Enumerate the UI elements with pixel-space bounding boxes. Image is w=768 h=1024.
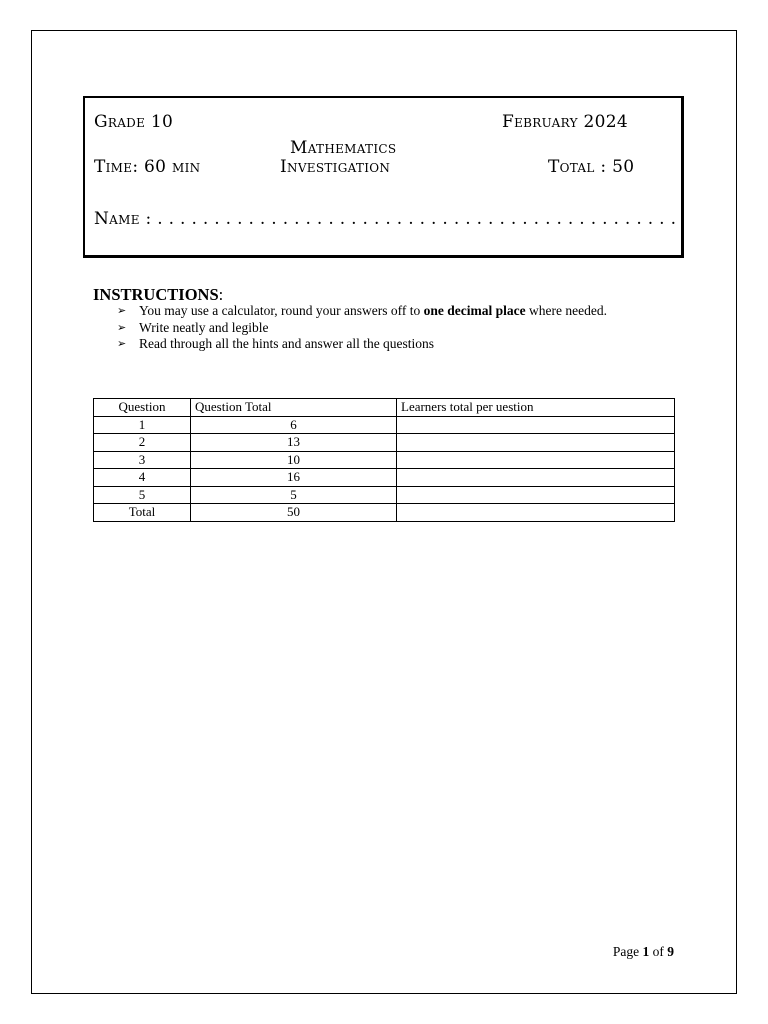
question-cell: 4 [94, 469, 191, 487]
question-cell: 5 [94, 486, 191, 504]
learner-grand-total-cell[interactable] [397, 504, 675, 522]
time-label: Time: 60 min [94, 157, 201, 177]
column-header: Question [94, 399, 191, 417]
arrow-bullet-icon: ➢ [117, 305, 127, 317]
question-total-cell: 6 [191, 416, 397, 434]
learner-total-cell[interactable] [397, 434, 675, 452]
table-row [94, 451, 675, 469]
grade-label: Grade 10 [94, 112, 174, 132]
total-label-cell: Total [94, 504, 191, 522]
paper-type-label: Investigation [280, 157, 391, 177]
table-header-row [94, 399, 675, 417]
subject-label: Mathematics [290, 138, 397, 158]
question-total-cell: 10 [191, 451, 397, 469]
question-total-cell: 16 [191, 469, 397, 487]
learner-total-cell[interactable] [397, 486, 675, 504]
name-field[interactable]: Name : . . . . . . . . . . . . . . . . . . . . . . . . . . . . . . . . . . . . . . . . . . . . . . [94, 209, 677, 229]
column-header: Learners total per uestion [397, 399, 675, 417]
instruction-item: ➢ Read through all the hints and answer all the questions [117, 336, 435, 351]
arrow-bullet-icon: ➢ [117, 321, 127, 334]
question-cell: 1 [94, 416, 191, 434]
instructions-list [117, 303, 647, 353]
instruction-item: ➢ Write neatly and legible [117, 319, 269, 335]
total-label: Total : 50 [548, 157, 635, 177]
table-row [94, 469, 675, 487]
column-header: Question Total [191, 399, 397, 417]
learner-total-cell[interactable] [397, 469, 675, 487]
page-number: Page 1 of 9 [612, 944, 674, 959]
instructions-heading: INSTRUCTIONS: [93, 285, 224, 304]
learner-total-cell[interactable] [397, 416, 675, 434]
question-total-cell: 13 [191, 434, 397, 452]
table-row [94, 486, 675, 504]
table-row [94, 434, 675, 452]
question-cell: 3 [94, 451, 191, 469]
table-total-row [94, 504, 675, 522]
learner-total-cell[interactable] [397, 451, 675, 469]
arrow-bullet-icon: ➢ [117, 338, 127, 350]
grand-total-cell: 50 [191, 504, 397, 522]
question-cell: 2 [94, 434, 191, 452]
instruction-item: ➢ You may use a calculator, round your answers off to one decimal place where needed. [117, 303, 607, 318]
question-total-cell: 5 [191, 486, 397, 504]
table-row [94, 416, 675, 434]
date-label: February 2024 [502, 112, 628, 132]
marks-table [93, 398, 675, 522]
